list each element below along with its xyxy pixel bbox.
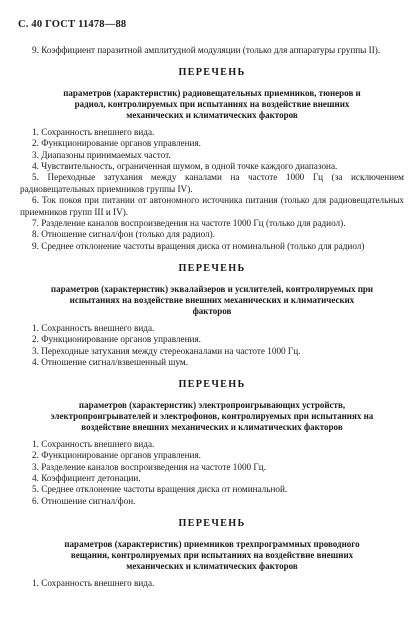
list-item: 6. Ток покоя при питании от автономного источника питания (только для радиовещательных приемников групп III и IV). xyxy=(20,195,404,217)
list-item: 5. Переходные затухания между каналами на частоте 1000 Гц (за исключением радиовещательных приемников группы IV). xyxy=(20,172,404,194)
list-item: 4. Отношение сигнал/взвешенный шум. xyxy=(32,356,189,367)
list-item: 1. Сохранность внешнего вида. xyxy=(32,126,155,137)
section-subtitle: параметров (характеристик) приемников трехпрограммных проводного вещания, контролируемых при испытаниях на воздействие внешних механических и климатических факторов xyxy=(64,538,360,571)
section-title: ПЕРЕЧЕНЬ xyxy=(178,263,246,275)
list-item: 2. Функционирование органов управления. xyxy=(32,450,201,461)
section-title: ПЕРЕЧЕНЬ xyxy=(178,518,246,530)
list-item: 3. Разделение каналов воспроизведения на частоте 1000 Гц. xyxy=(32,461,266,472)
list-item: 1. Сохранность внешнего вида. xyxy=(32,577,155,588)
list-item: 1. Сохранность внешнего вида. xyxy=(32,322,155,333)
list-item: 3. Переходные затухания между стереоканалами на частоте 1000 Гц. xyxy=(32,345,301,356)
parameter-list xyxy=(20,578,404,589)
list-item: 9. Среднее отклонение частоты вращения диска от номинальной (только для радиол) xyxy=(32,240,365,251)
list-item: 1. Сохранность внешнего вида. xyxy=(32,438,155,449)
list-item: 2. Функционирование органов управления. xyxy=(32,138,201,149)
list-item: 3. Диапазоны принимаемых частот. xyxy=(32,149,171,160)
parameter-list xyxy=(20,323,404,369)
list-item: 5. Среднее отклонение частоты вращения диска от номинальной. xyxy=(32,484,288,495)
section-subtitle: параметров (характеристик) эквалайзеров и усилителей, контролируемых при испытаниях на воздействие внешних механических и климатических факторов xyxy=(50,283,374,316)
page-header: С. 40 ГОСТ 11478—88 xyxy=(18,19,127,30)
parameter-list xyxy=(20,439,404,507)
intro-paragraph: 9. Коэффициент паразитной амплитудной модуляции (только для аппаратуры группы II). xyxy=(32,45,381,55)
list-item: 4. Коэффициент детонации. xyxy=(32,472,141,483)
list-item: 4. Чувствительность, ограниченная шумом, в одной точке каждого диапазона. xyxy=(32,161,338,172)
list-item: 6. Отношение сигнал/фон. xyxy=(32,495,136,506)
section-equalizers-amplifiers xyxy=(20,263,404,368)
section-subtitle: параметров (характеристик) электропроигрывающих устройств, электропроигрывателей и электрофонов, контролируемых при испытаниях на воздействие внешних механических и климатических факторов xyxy=(50,399,374,432)
section-subtitle: параметров (характеристик) радиовещательных приемников, тюнеров и радиол, контролируемых при испытаниях на воздействие внешних механических и климатических факторов xyxy=(63,87,361,120)
section-record-players xyxy=(20,379,404,507)
list-item: 2. Функционирование органов управления. xyxy=(32,334,201,345)
parameter-list xyxy=(20,127,404,252)
section-title: ПЕРЕЧЕНЬ xyxy=(178,379,246,391)
list-item: 8. Отношение сигнал/фон (только для радиол). xyxy=(32,229,215,240)
list-item: 7. Разделение каналов воспроизведения на частоте 1000 Гц (только для радиол). xyxy=(32,218,346,229)
section-radio-receivers xyxy=(20,67,404,252)
section-wired-receivers xyxy=(20,518,404,589)
section-title: ПЕРЕЧЕНЬ xyxy=(178,67,246,79)
document-body xyxy=(20,45,404,589)
